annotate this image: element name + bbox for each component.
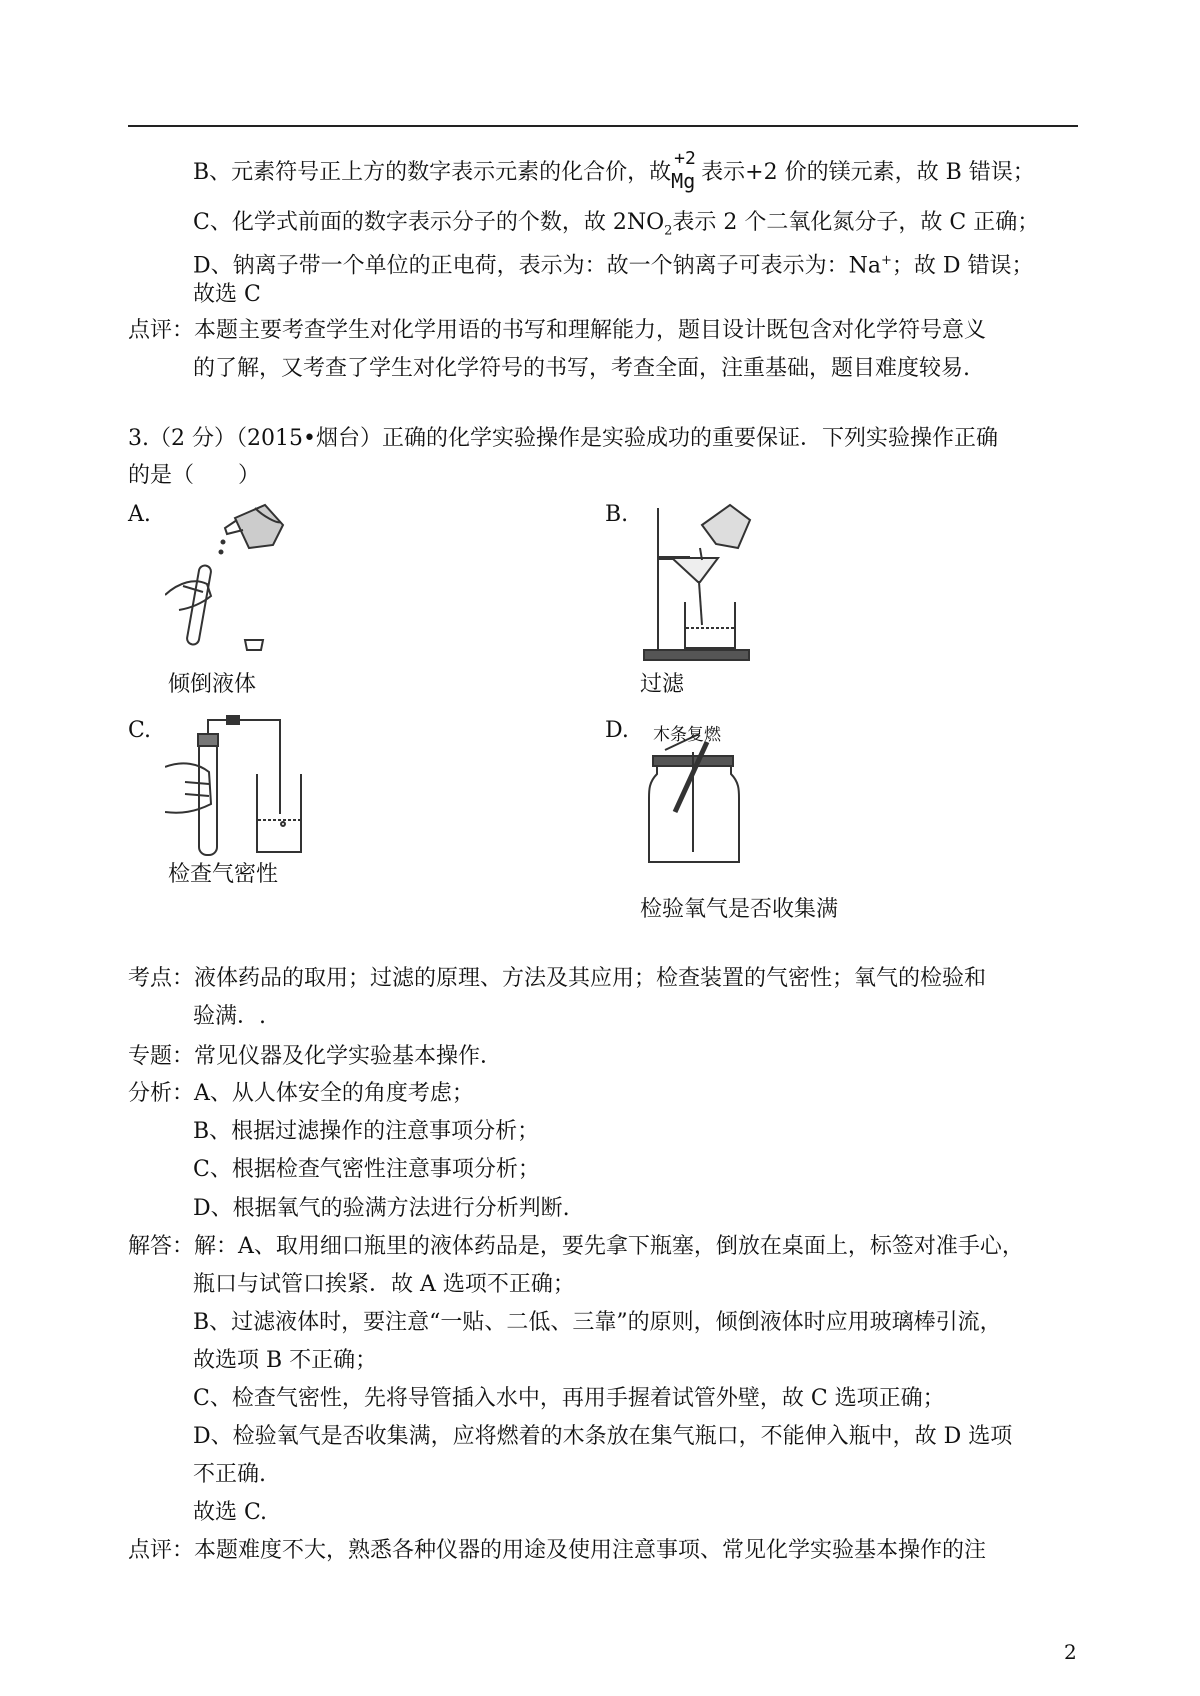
option-b-caption: 过滤 (640, 672, 685, 697)
figure-d-label: 木条复燃 (653, 725, 721, 745)
fenxi-0: 分析：A、从人体安全的角度考虑； (128, 1081, 474, 1106)
option-c-caption: 检查气密性 (168, 862, 279, 887)
fenxi-2: C、根据检查气密性注意事项分析； (193, 1157, 540, 1182)
fenxi-3: D、根据氧气的验满方法进行分析判断. (193, 1196, 570, 1221)
jieda-6: 不正确. (193, 1462, 266, 1487)
no2-subscript: 2 (664, 223, 673, 239)
mg-valence: +2 (674, 148, 696, 169)
page-number: 2 (1064, 1640, 1077, 1664)
jieda-4: C、检查气密性，先将导管插入水中，再用手握着试管外壁，故 C 选项正确； (193, 1386, 945, 1411)
q3-stem-2: 的是（ ） (128, 463, 261, 488)
header-rule (128, 125, 1078, 127)
zhuanti: 专题：常见仪器及化学实验基本操作． (128, 1044, 503, 1069)
option-a-label: A. (128, 502, 151, 527)
option-d-caption: 检验氧气是否收集满 (640, 897, 839, 922)
option-c-label: C. (128, 718, 152, 743)
mg-valence-symbol (671, 148, 701, 193)
jieda-3: 故选项 B 不正确； (193, 1348, 378, 1373)
jieda-7: 故选 C. (193, 1500, 268, 1525)
prev-option-c (193, 208, 1039, 246)
jieda-0: 解答：解：A、取用细口瓶里的液体药品是，要先拿下瓶塞，倒放在桌面上，标签对准手心， (128, 1234, 1024, 1259)
option-b-label: B. (605, 502, 629, 527)
prev-comment-1: 点评：本题主要考查学生对化学用语的书写和理解能力，题目设计既包含对化学符号意义 (128, 318, 987, 343)
airtightness-figure (165, 712, 305, 862)
jieda-1: 瓶口与试管口挨紧．故 A 选项不正确； (193, 1272, 575, 1297)
prev-option-b (193, 148, 1035, 193)
na-superscript: + (881, 253, 892, 268)
fenxi-1: B、根据过滤操作的注意事项分析； (193, 1119, 540, 1144)
mg-symbol: Mg (671, 169, 696, 193)
prev-choose: 故选 C (193, 282, 261, 307)
option-d-label: D. (605, 718, 629, 743)
option-a-caption: 倾倒液体 (168, 672, 257, 697)
prev-option-d (193, 246, 1034, 281)
prev-d-text-end: ；故 D 错误； (891, 253, 1034, 279)
prev-d-text: D、钠离子带一个单位的正电荷，表示为：故一个钠离子可表示为：Na (193, 253, 882, 279)
jieda-5: D、检验氧气是否收集满，应将燃着的木条放在集气瓶口，不能伸入瓶中，故 D 选项 (193, 1424, 1013, 1449)
prev-comment-2: 的了解，又考查了学生对化学符号的书写，考查全面，注重基础，题目难度较易. (193, 356, 970, 381)
filtration-figure (640, 500, 770, 665)
prev-b-text: B、元素符号正上方的数字表示元素的化合价，故 (193, 160, 672, 185)
prev-c-text: C、化学式前面的数字表示分子的个数，故 2NO (193, 210, 665, 235)
dianping: 点评：本题难度不大，熟悉各种仪器的用途及使用注意事项、常见化学实验基本操作的注 (128, 1538, 987, 1563)
kaodian-2: 验满．. (193, 1004, 266, 1029)
q3-stem-1: 3.（2 分）（2015•烟台）正确的化学实验操作是实验成功的重要保证．下列实验操作正确 (128, 426, 998, 451)
prev-c-text-end: 表示 2 个二氧化氮分子，故 C 正确； (672, 210, 1040, 235)
kaodian-1: 考点：液体药品的取用；过滤的原理、方法及其应用；检查装置的气密性；氧气的检验和 (128, 966, 987, 991)
pour-liquid-figure (165, 500, 295, 660)
jieda-2: B、过滤液体时，要注意“一贴、二低、三靠”的原则，倾倒液体时应用玻璃棒引流， (193, 1310, 1002, 1335)
prev-b-text-end: 表示+2 价的镁元素，故 B 错误； (701, 160, 1035, 185)
